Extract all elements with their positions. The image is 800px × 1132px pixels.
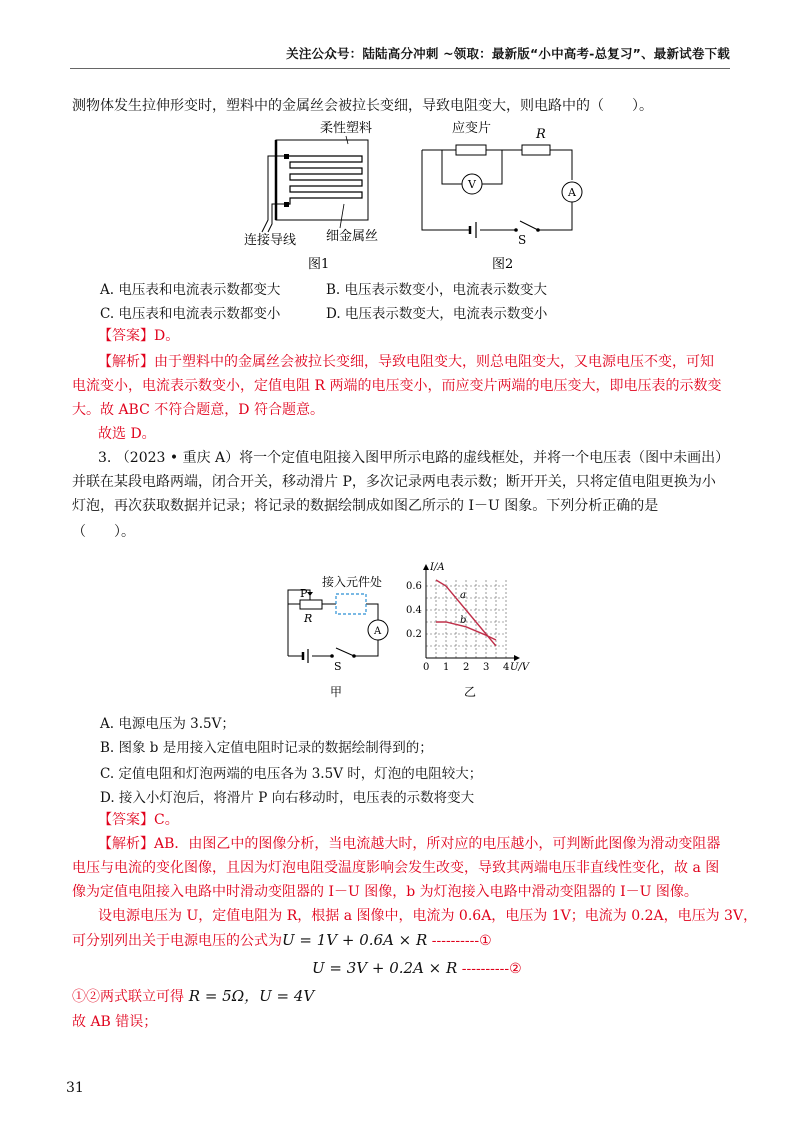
y-axis-arrow: [423, 564, 429, 570]
q2-option-b: B. 电压表示数变小，电流表示数变大: [326, 282, 548, 298]
fig1-label-wire: 连接导线: [244, 233, 297, 248]
x-tick-label: 0: [423, 662, 430, 673]
equation-2-mark: ----------②: [457, 961, 522, 977]
y-tick-label: 0.2: [406, 629, 422, 640]
serpentine-wire: [286, 156, 362, 204]
q3-derivation-text: 可分别列出关于电源电压的公式为: [72, 933, 282, 949]
chart-caption: 乙: [464, 685, 477, 699]
y-tick-label: 0.6: [406, 581, 422, 592]
chart-axes: [423, 564, 520, 661]
q2-answer: 【答案】D。: [98, 328, 180, 344]
fig1-label-metal: 细金属丝: [326, 229, 379, 244]
page-header: 关注公众号：陆陆高分冲刺 ~领取：最新版“小中高考-总复习”、最新试卷下载: [286, 46, 730, 61]
fig2-switch-label: S: [518, 233, 527, 247]
fig1-caption: 图1: [308, 257, 330, 272]
equation-2: U = 3V + 0.2A × R: [312, 959, 458, 977]
q3-stem-line-1: 3. （2023 • 重庆 A）将一个定值电阻接入图甲所示电路的虚线框处，并将一个电压表（图中未画出）: [98, 450, 730, 466]
fig1-label-plastic: 柔性塑料: [320, 121, 373, 136]
voltmeter-symbol: V: [468, 178, 476, 191]
q3-result-line: [72, 986, 314, 1007]
fig2-caption: 图2: [492, 257, 514, 272]
figA-label-P: P: [300, 587, 308, 600]
x-tick-label: 2: [463, 662, 470, 673]
q3-analysis-line-1: 【解析】AB．由图乙中的图像分析，当电流越大时，所对应的电压越小，可判断此图像为滑动变阻器: [98, 836, 721, 852]
chart-labels: [406, 562, 531, 699]
header-divider: [70, 68, 730, 69]
q3-option-c: C. 定值电阻和灯泡两端的电压各为 3.5V 时，灯泡的电阻较大；: [100, 766, 483, 782]
fig2-label-R: R: [536, 127, 546, 142]
q2-option-d: D. 电压表示数变大，电流表示数变小: [326, 306, 548, 322]
fig2-label-gauge: 应变片: [452, 121, 492, 136]
q3-stem-line-2: 并联在某段电路两端，闭合开关，移动滑片 P，多次记录两电表示数；断开开关，只将定值电阻更换为小: [72, 474, 716, 490]
figA-switch-label: S: [334, 660, 342, 673]
x-tick-label: 4: [503, 662, 510, 673]
x-axis-label: U/V: [510, 662, 530, 673]
y-tick-label: 0.4: [406, 605, 422, 616]
x-tick-label: 3: [483, 662, 490, 673]
x-axis-arrow: [514, 655, 520, 661]
figA-label-slot: 接入元件处: [322, 575, 383, 589]
figure-1-strain-gauge: [236, 116, 408, 272]
q3-analysis-line-2: 电压与电流的变化图像，且因为灯泡电阻受温度影响会发生改变，导致其两端电压非直线性变化，故 a 图: [72, 860, 720, 876]
q2-analysis-line-2: 电流变小，电流表示数变小，定值电阻 R 两端的电压变小，而应变片两端的电压变大，即电压表的示数变: [72, 378, 722, 394]
page-number: 31: [66, 1080, 84, 1096]
figA-caption: 甲: [330, 685, 343, 699]
component-slot-box: [336, 594, 366, 614]
q3-equation-2-line: [312, 958, 522, 979]
figA-label-R: R: [304, 612, 313, 625]
q3-derivation-line-1: 设电源电压为 U，定值电阻为 R，根据 a 图像中，电流为 0.6A，电压为 1V；电流为 0.2A，电压为 3V，: [98, 908, 758, 924]
q2-option-a: A. 电压表和电流表示数都变大: [100, 282, 281, 298]
x-tick-label: 1: [443, 662, 450, 673]
q3-stem-line-3: 灯泡，再次获取数据并记录；将记录的数据绘制成如图乙所示的 I－U 图象。下列分析正确的是: [72, 498, 659, 514]
q3-option-b: B. 图象 b 是用接入定值电阻时记录的数据绘制得到的；: [100, 740, 433, 756]
q3-answer: 【答案】C。: [98, 812, 179, 828]
q3-result-values: R = 5Ω，U = 4V: [184, 987, 315, 1005]
q2-intro: 测物体发生拉伸形变时，塑料中的金属丝会被拉长变细，导致电阻变大，则电路中的（ ）。: [72, 98, 653, 114]
q3-result-prefix: ①②两式联立可得: [72, 989, 184, 1005]
q3-derivation-line-2: [72, 930, 492, 951]
figure-2-circuit: [412, 116, 588, 272]
figure-jia-circuit: [282, 572, 392, 702]
series-label-b: b: [460, 614, 467, 626]
q3-option-a: A. 电源电压为 3.5V；: [100, 716, 235, 732]
q2-conclusion: 故选 D。: [98, 426, 156, 442]
q3-option-d: D. 接入小灯泡后，将滑片 P 向右移动时，电压表的示数将变大: [100, 790, 475, 806]
ammeter-symbol: A: [568, 186, 576, 199]
q2-analysis-line-3: 大。故 ABC 不符合题意，D 符合题意。: [72, 402, 324, 418]
q2-option-c: C. 电压表和电流表示数都变小: [100, 306, 281, 322]
q2-analysis-line-1: 【解析】由于塑料中的金属丝会被拉长变细，导致电阻变大，则总电阻变大，又电源电压不变，可知: [98, 354, 714, 370]
figure-yi-iu-chart: [396, 546, 536, 702]
q3-stem-line-4: （ ）。: [72, 524, 135, 540]
q3-analysis-line-3: 像为定值电阻接入电路中时滑动变阻器的 I－U 图像，b 为灯泡接入电路中滑动变阻器的 I－U 图像。: [72, 884, 698, 900]
series-label-a: a: [460, 590, 466, 601]
equation-1: U = 1V + 0.6A × R: [282, 931, 428, 949]
equation-1-mark: ----------①: [427, 933, 492, 949]
figA-ammeter-symbol: A: [374, 626, 382, 637]
q3-tail: 故 AB 错误；: [72, 1014, 158, 1030]
y-axis-label: I/A: [430, 562, 445, 573]
